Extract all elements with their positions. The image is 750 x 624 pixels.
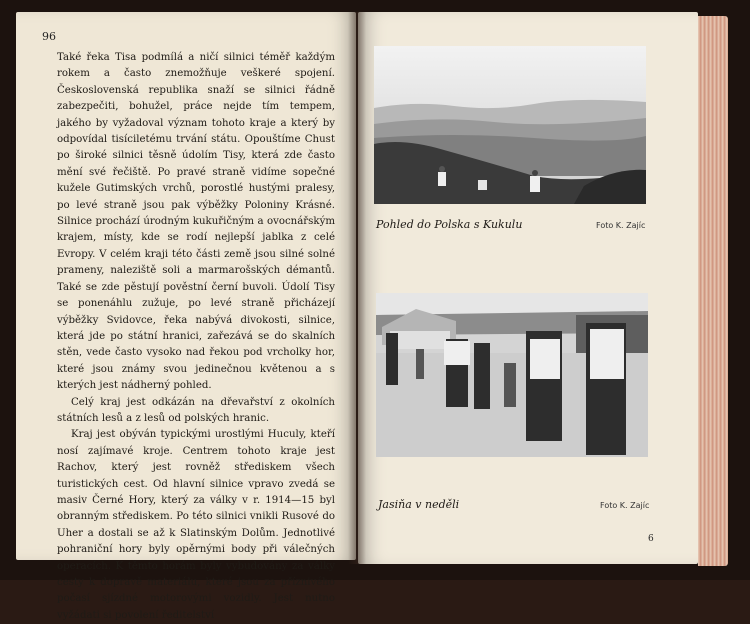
village-photo xyxy=(376,293,648,457)
page-number-right: 6 xyxy=(648,534,654,544)
page-number-left: 96 xyxy=(42,30,56,43)
photo-credit: Foto K. Zajíc xyxy=(600,501,650,510)
body-text xyxy=(57,50,335,624)
landscape-photo xyxy=(374,46,646,204)
photo-caption: Pohled do Polska s Kukulu xyxy=(376,218,523,231)
photo-caption: Jasiňa v neděli xyxy=(378,498,460,511)
photo-credit: Foto K. Zajíc xyxy=(596,221,646,230)
paragraph: Také řeka Tisa podmílá a ničí silnici téměř každým rokem a často znemožňuje veškeré spojení. Československá republika snaží se silnici řádně zabezpečiti, bohužel, práce nejde tím tempem, jakého by vyžadoval význam tohoto kraje a který by odpovídal tisíciletému trvání státu. Opouštíme Chust po široké silnici těsně údolím Tisy, která zde často mění své řečiště. Po pravé straně vidíme sopečné kužele Gutimských vrchů, porostlé hustými pralesy, po levé straně jsou pak výběžky Poloniny Krásné. Silnice prochází úrodným kukuřičným a ovocnářským krajem, místy, kde se rodí nejlepší jablka z celé Evropy. V celém kraji této části země jsou silné solné prameny, naleziště soli a marmarošských démantů. Také se zde pěstují pověstní černí buvoli. Údolí Tisy se ponenáhlu zužuje, po levé straně přicházejí výběžky Svidovce, řeka nabývá divokosti, silnice, která jde po státní hranici, zařezává se do skalních stěn, vede často vysoko nad řekou pod vrcholky hor, které jsou známy svou jedinečnou květenou a s kterých jest nádherný pohled. xyxy=(57,52,335,392)
book-spine xyxy=(348,12,366,564)
page-edges xyxy=(698,16,728,566)
paragraph: Kraj jest obýván typickými urostlými Huculy, kteří nosí zajímavé kroje. Centrem tohoto kraje jest Rachov, který jest rovněž střediskem všech turistických cest. Od hlavní silnice vpravo zvedá se masiv Černé Hory, který za války v r. 1914—15 byl obranným střediskem. Po této silnici vnikli Rusové do Uher a dostali se až k Slatinským Dolům. Jednotlivé pohraniční hory byly opěrnými body při válečných operacích. K těmto horám byly vybudovány za války cesty k dopravě materiálu, které jsou za příznivého počasí sjízdné motorovými vozidly. Jest nutno vyžádati si povolení ředitelství xyxy=(57,429,335,621)
paragraph: Celý kraj jest odkázán na dřevařství z okolních státních lesů a z lesů od polských hranic. xyxy=(57,396,335,424)
